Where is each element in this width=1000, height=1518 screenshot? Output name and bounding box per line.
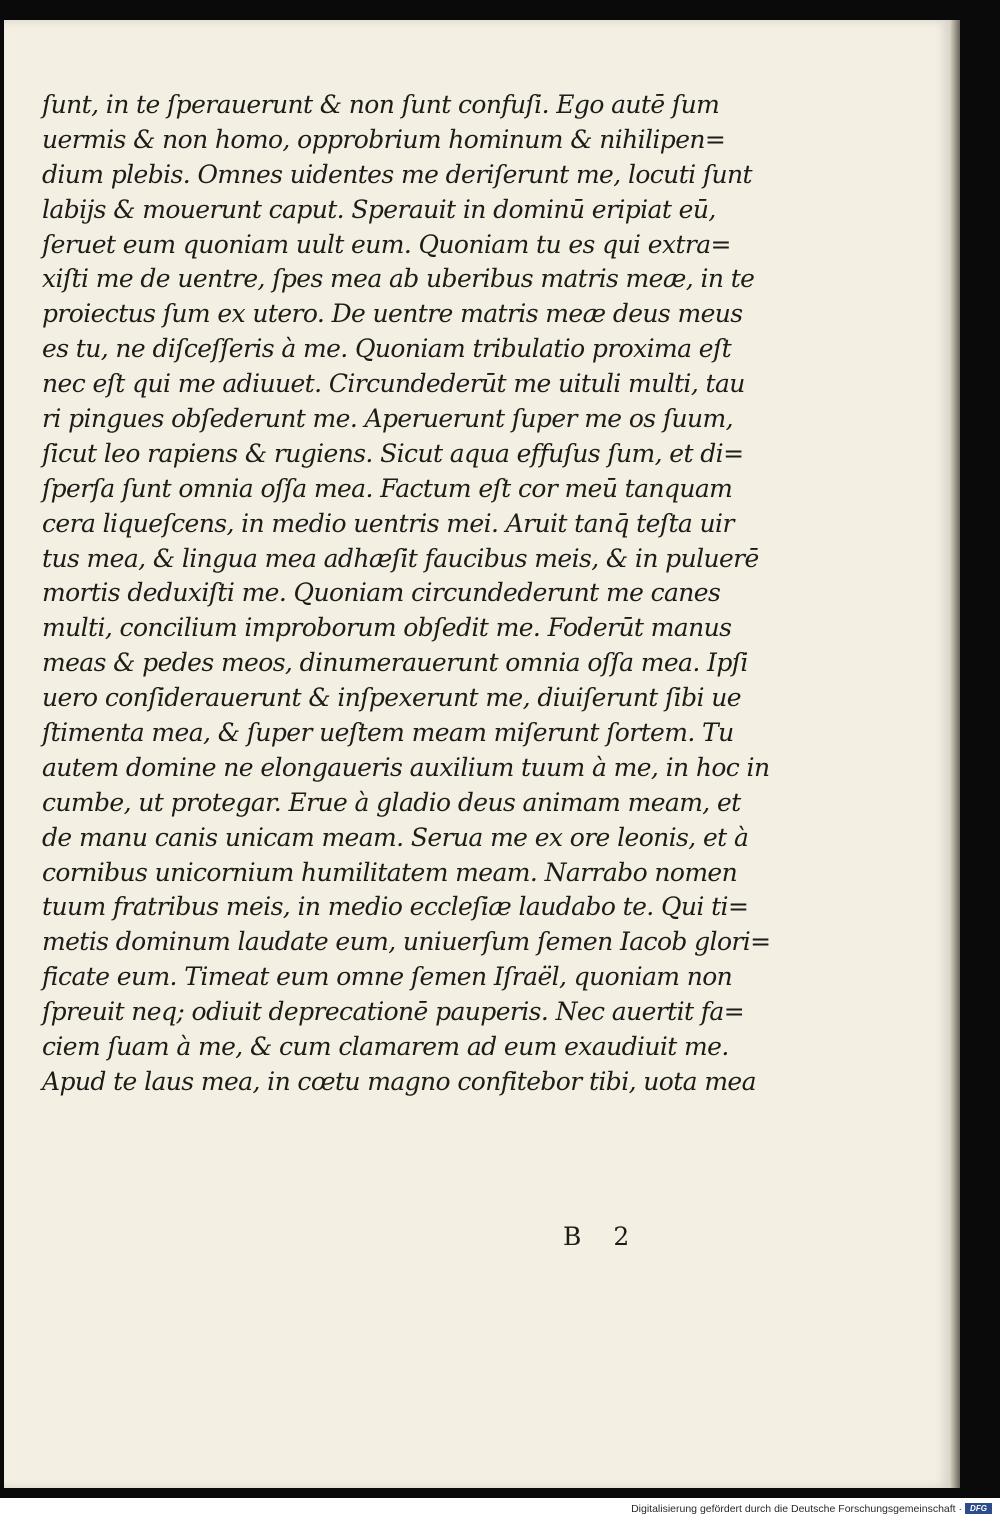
text-line: ciem ſuam à me, & cum clamarem ad eum exaudiuit me.: [42, 1032, 729, 1062]
text-line: autem domine ne elongaueris auxilium tuum à me, in hoc in: [42, 752, 770, 782]
text-line: ri pingues obſederunt me. Aperuerunt ſuper me os ſuum,: [42, 404, 733, 434]
text-line: ficate eum. Timeat eum omne ſemen Iſraël, quoniam non: [42, 962, 733, 992]
text-line: proiectus ſum ex utero. De uentre matris meæ deus meus: [42, 299, 743, 329]
signature-mark: B 2: [563, 1222, 642, 1251]
text-line: meas & pedes meos, dinumerauerunt omnia oſſa mea. Ipſi: [42, 648, 748, 678]
text-line: cornibus unicornium humilitatem meam. Narrabo nomen: [42, 857, 738, 887]
text-line: es tu, ne diſceſſeris à me. Quoniam tribulatio proxima eſt: [42, 334, 732, 364]
text-line: ſeruet eum quoniam uult eum. Quoniam tu es qui extra=: [42, 229, 731, 259]
text-line: nec eſt qui me adiuuet. Circundederūt me uituli multi, tau: [42, 369, 745, 399]
text-line: xiſti me de uentre, ſpes mea ab uberibus matris meæ, in te: [42, 264, 755, 294]
text-line: tuum fratribus meis, in medio eccleſiæ laudabo te. Qui ti=: [42, 892, 749, 922]
text-line: multi, concilium improborum obſedit me. Foderūt manus: [42, 613, 732, 643]
text-line: Apud te laus mea, in cœtu magno confitebor tibi, uota mea: [42, 1066, 756, 1096]
text-line: ſicut leo rapiens & rugiens. Sicut aqua effuſus ſum, et di=: [42, 438, 744, 468]
text-line: mortis deduxiſti me. Quoniam circundederunt me canes: [42, 578, 721, 608]
text-line: uermis & non homo, opprobrium hominum & nihilipen=: [42, 124, 726, 154]
dfg-logo-icon: DFG: [965, 1503, 992, 1514]
text-line: cera liqueſcens, in medio uentris mei. Aruit tanq̄ teſta uir: [42, 508, 734, 538]
page-text: [42, 88, 771, 1100]
text-line: ſtimenta mea, & ſuper ueſtem meam miſerunt ſortem. Tu: [42, 718, 734, 748]
text-line: dium plebis. Omnes uidentes me deriſerunt me, locuti ſunt: [42, 159, 752, 189]
text-line: tus mea, & lingua mea adhæſit faucibus meis, & in puluerē: [42, 543, 759, 573]
text-line: de manu canis unicam meam. Serua me ex ore leonis, et à: [42, 822, 749, 852]
page-edge: [950, 20, 960, 1488]
text-line: metis dominum laudate eum, uniuerſum ſemen Iacob glori=: [42, 927, 771, 957]
text-line: ſpreuit neq; odiuit deprecationē pauperis. Nec auertit fa=: [42, 997, 745, 1027]
book-page: [4, 20, 950, 1488]
text-line: labijs & mouerunt caput. Sperauit in dominū eripiat eū,: [42, 194, 716, 224]
text-line: ſperſa ſunt omnia oſſa mea. Factum eſt cor meū tanquam: [42, 473, 733, 503]
text-line: uero conſiderauerunt & inſpexerunt me, diuiſerunt ſibi ue: [42, 683, 741, 713]
text-line: ſunt, in te ſperauerunt & non ſunt confuſi. Ego autē ſum: [42, 90, 720, 119]
text-line: cumbe, ut protegar. Erue à gladio deus animam meam, et: [42, 787, 741, 817]
footer-credit: Digitalisierung gefördert durch die Deutsche Forschungsgemeinschaft ·: [631, 1503, 962, 1515]
